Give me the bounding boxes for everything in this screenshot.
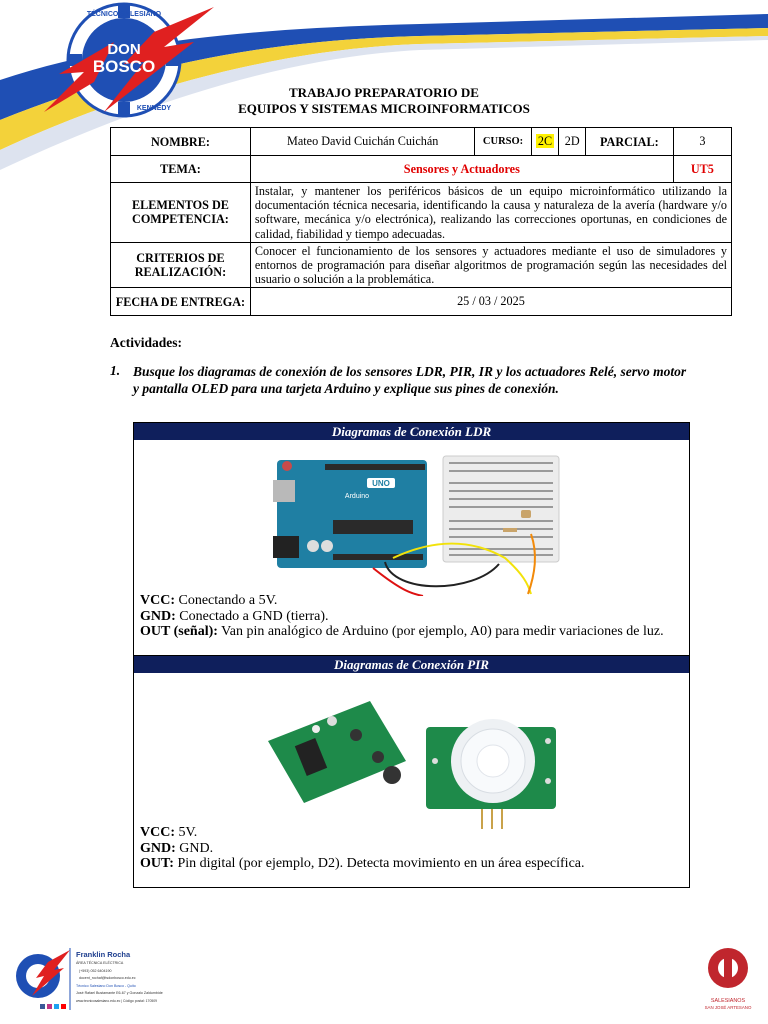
pir-gnd-text: GND. [175,840,214,856]
pir-pin-list [140,825,585,872]
document-title [0,85,768,117]
svg-text:SALESIANOS: SALESIANOS [710,998,746,1004]
criterios-label: CRITERIOS DE REALIZACIÓN: [111,242,251,288]
pir-vcc-line [140,825,585,841]
ldr-gnd-label: GND: [140,608,176,624]
footer-contact-card [8,944,194,1016]
ldr-pin-list [140,593,664,640]
title-line-2: EQUIPOS Y SISTEMAS MICROINFORMATICOS [238,101,530,116]
pir-gnd-label: GND: [140,840,176,856]
parcial-label: PARCIAL: [585,128,673,156]
elementos-value: Instalar, y mantener los periféricos básicos de un equipo microinformático utilizando la documentación técnica necesaria, identificando la causa y naturaleza de la avería (hardware y/o software, mecánica y/o electrónica), realizando las correcciones oportunas, en condiciones de calidad, fiabilidad y tiempo adecuadas. [250,183,731,243]
svg-text:Arduino: Arduino [344,493,370,500]
tema-value: Sensores y Actuadores [250,156,673,183]
ldr-diagram-title: Diagramas de Conexión LDR [134,423,689,440]
parcial-value: 3 [673,128,731,156]
question-number: 1. [110,363,121,378]
pir-sensor-image [260,691,568,833]
nombre-value: Mateo David Cuichán Cuichán [250,128,475,156]
nombre-label: NOMBRE: [111,128,251,156]
svg-text:Técnico Salesiano Don Bosco -: Técnico Salesiano Don Bosco - Quito [76,984,136,988]
activities-heading: Actividades: [110,335,182,350]
ldr-gnd-text: Conectado a GND (tierra). [175,608,329,624]
curso-value-cell [531,128,559,156]
svg-text:Franklin Rocha: Franklin Rocha [76,950,131,959]
pir-out-label: OUT: [140,856,174,871]
svg-text:DON: DON [107,41,141,58]
svg-text:ÁREA TÉCNICA ELÉCTRICA: ÁREA TÉCNICA ELÉCTRICA [76,961,124,965]
title-line-1: TRABAJO PREPARATORIO DE [289,85,479,100]
curso-label: CURSO: [475,128,531,156]
ldr-gnd-line [140,609,664,625]
pir-vcc-text: 5V. [175,825,198,840]
svg-text:José Rafael Bustamante E6-67 y: José Rafael Bustamante E6-67 y Gonzalo Zaldumbide [76,991,163,995]
ldr-vcc-text: Conectando a 5V. [175,593,278,608]
ldr-out-label: OUT (señal): [140,624,218,639]
info-table [110,127,732,316]
tema-code: UT5 [673,156,731,183]
svg-text:docent_rochaf@tsdonbosco.edu.e: docent_rochaf@tsdonbosco.edu.ec [79,976,136,980]
svg-text:UNO: UNO [372,479,390,488]
pir-gnd-line [140,841,585,857]
ldr-out-text: Van pin analógico de Arduino (por ejemplo, A0) para medir variaciones de luz. [217,624,664,639]
criterios-value: Conocer el funcionamiento de los sensores y actuadores mediante el uso de simuladores y entornos de programación para diseñar algoritmos de programación según las necesidades del usuario o solución a la problemática. [250,242,731,288]
salesianos-logo [698,946,758,1016]
ldr-out-line [140,624,664,640]
svg-text:KENNEDY: KENNEDY [136,105,172,112]
pir-vcc-label: VCC: [140,825,175,840]
ldr-vcc-line [140,593,664,609]
fecha-label: FECHA DE ENTREGA: [111,288,251,316]
fecha-value: 25 / 03 / 2025 [250,288,731,316]
curso-value: 2C [537,134,553,148]
svg-text:SAN JOSÉ ARTESANO: SAN JOSÉ ARTESANO [704,1005,752,1010]
pir-out-text: Pin digital (por ejemplo, D2). Detecta movimiento en un área específica. [173,856,585,871]
svg-text:(+593) 052 6404190: (+593) 052 6404190 [79,969,112,973]
svg-text:www.tecnicosalesiano.edu.ec |: www.tecnicosalesiano.edu.ec | Código postal: 170509 [76,999,157,1003]
svg-text:TÉCNICO SALESIANO: TÉCNICO SALESIANO [86,11,162,18]
svg-text:BOSCO: BOSCO [92,57,156,76]
pir-diagram-box [133,655,690,888]
ldr-wiring-image [273,454,563,596]
social-icons [40,1004,66,1009]
tema-label: TEMA: [111,156,251,183]
elementos-label: ELEMENTOS DE COMPETENCIA: [111,183,251,243]
pir-out-line [140,856,585,872]
ldr-vcc-label: VCC: [140,593,175,608]
question-text: Busque los diagramas de conexión de los sensores LDR, PIR, IR y los actuadores Relé, servo motor y pantalla OLED para una tarjeta Arduino y explique sus pines de conexión. [133,364,687,396]
pir-diagram-title: Diagramas de Conexión PIR [134,656,689,673]
curso-value-2: 2D [559,128,586,156]
ldr-diagram-box [133,422,690,656]
